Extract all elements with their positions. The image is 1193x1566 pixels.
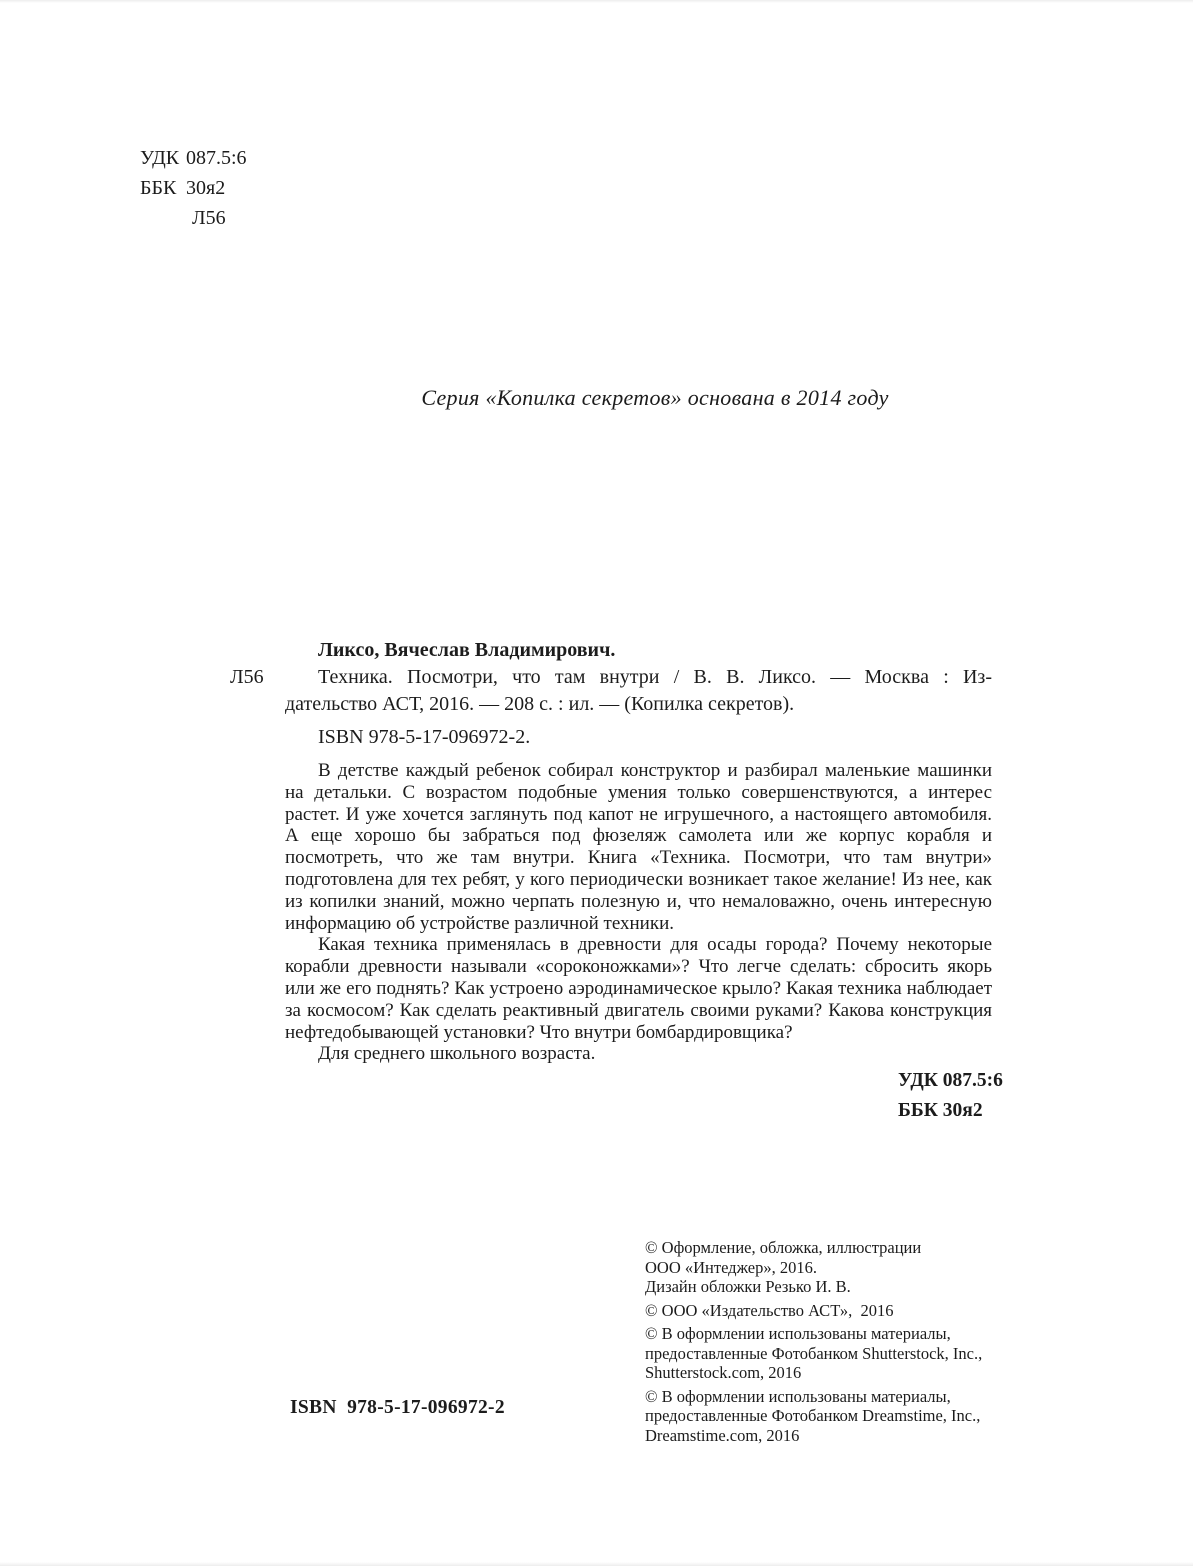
bibliographic-entry-line1: Техника. Посмотри, что там внутри / В. В. Ликсо. — Москва : Из- xyxy=(318,666,992,688)
bbk-code-line xyxy=(140,173,247,203)
classification-codes-top xyxy=(140,143,247,233)
udk-code-right: УДК 087.5:6 xyxy=(898,1070,1003,1091)
annotation-paragraph-2: Какая техника применялась в древности для осады города? Почему некоторые корабли древности называли «сороконожками»? Что легче сделать: сбросить якорь или же его поднять? Как устроено аэродинамическое крыло? Какая техника наблюдает за космосом? Как сделать реактивный двигатель своими руками? Какова конструкция нефтедобывающей установки? Что внутри бомбардировщика? xyxy=(285,934,992,1043)
udk-code-line xyxy=(140,143,247,173)
scan-edge-bottom xyxy=(0,1562,1193,1566)
cataloguing-block xyxy=(285,637,992,751)
bbk-label: ББК xyxy=(140,177,177,199)
annotation-block xyxy=(285,760,992,1065)
annotation-paragraph-1: В детстве каждый ребенок собирал конструктор и разбирал маленькие машинки на детальки. С возрастом подобные умения только совершенствуются, а интерес растет. И уже хочется заглянуть под капот не игрушечного, а настоящего автомобиля. А еще хорошо бы забраться под фюзеляж самолета или же корпус корабля и посмотреть, что же там внутри. Книга «Техника. Посмотри, что там внутри» подготовлена для тех ребят, у кого периодически возникает такое желание! Из нее, как из копилки знаний, можно черпать полезную и, что немаловажно, очень интересную информацию об устройстве различной техники. xyxy=(285,760,992,934)
copyright-line: © Оформление, обложка, иллюстрации xyxy=(645,1238,922,1257)
copyright-line: Дизайн обложки Резько И. В. xyxy=(645,1277,851,1296)
isbn-bottom: ISBN 978-5-17-096972-2 xyxy=(290,1397,505,1418)
isbn-entry: ISBN 978-5-17-096972-2. xyxy=(318,726,531,748)
author-heading: Ликсо, Вячеслав Владимирович. xyxy=(318,639,616,661)
bbk-value: 30я2 xyxy=(186,177,226,199)
copyright-line: © В оформлении использованы материалы, xyxy=(645,1386,951,1406)
author-sign-code: Л56 xyxy=(192,207,226,229)
copyright-group xyxy=(645,1238,1045,1297)
copyright-line: ООО «Интеджер», 2016. xyxy=(645,1257,817,1277)
classification-codes-right xyxy=(898,1066,1003,1126)
udk-label: УДК xyxy=(140,147,180,169)
cip-margin-code: Л56 xyxy=(230,666,264,688)
annotation-audience-note: Для среднего школьного возраста. xyxy=(318,1043,596,1065)
copyright-line: предоставленные Фотобанком Shutterstock, Inc., xyxy=(645,1343,983,1363)
copyright-group xyxy=(645,1324,1045,1383)
copyright-line: © В оформлении использованы материалы, xyxy=(645,1324,951,1343)
copyright-line: © ООО «Издательство АСТ», 2016 xyxy=(645,1300,894,1320)
scan-edge-top xyxy=(0,0,1193,3)
copyright-block xyxy=(645,1238,1045,1449)
bibliographic-entry-line2: дательство АСТ, 2016. — 208 с. : ил. — (Копилка секретов). xyxy=(285,693,795,715)
copyright-line: Dreamstime.com, 2016 xyxy=(645,1425,800,1445)
series-note: Серия «Копилка секретов» основана в 2014 году xyxy=(421,385,889,410)
udk-value: 087.5:6 xyxy=(186,147,247,169)
copyright-group xyxy=(645,1387,1045,1446)
copyright-line: Shutterstock.com, 2016 xyxy=(645,1363,802,1382)
copyright-line: предоставленные Фотобанком Dreamstime, Inc., xyxy=(645,1406,981,1425)
bbk-code-right: ББК 30я2 xyxy=(898,1100,983,1121)
copyright-group xyxy=(645,1301,1045,1321)
